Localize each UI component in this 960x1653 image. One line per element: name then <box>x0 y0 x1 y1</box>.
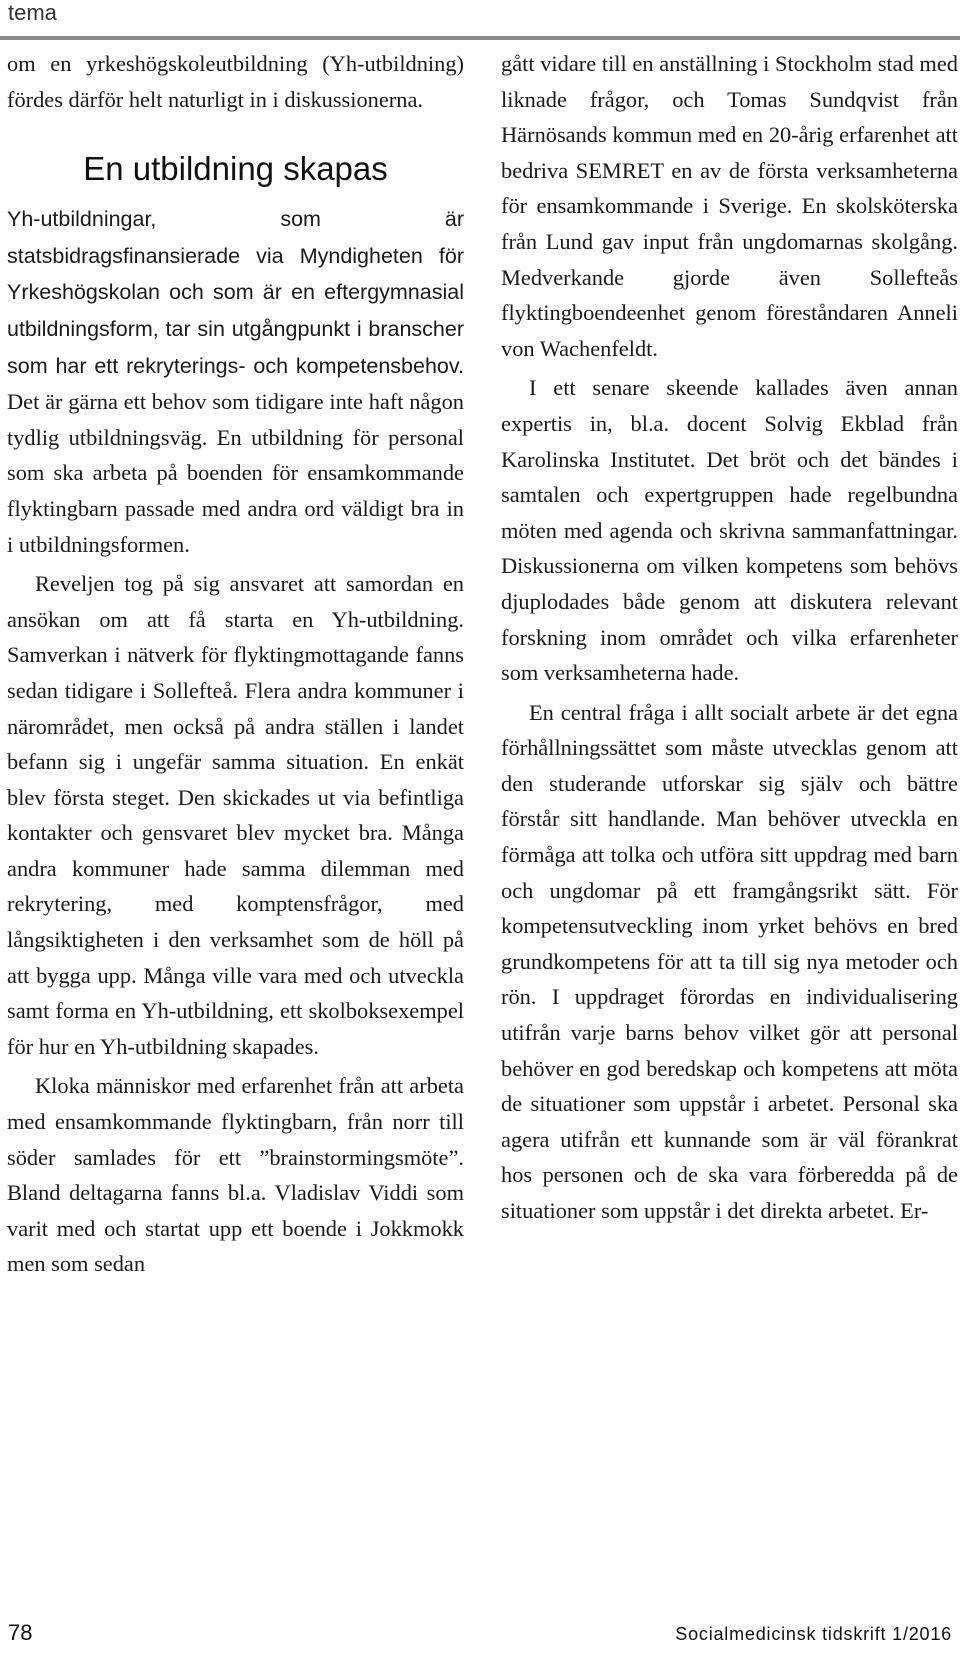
left-column <box>7 46 464 1282</box>
body-paragraph-6: En central fråga i allt socialt arbete är det egna förhållningssättet som måste utvecklas genom att den studerande utforskar sig själv och bättre förstår sitt handlande. Man behöver utveckla en förmåga att tolka och utföra sitt uppdrag med barn och ungdomar på ett framgångsrikt sätt. För kompetensutveckling inom yrket behövs en bred grundkompetens för att ta till sig nya metoder och rön. I uppdraget förordas en individualisering utifrån varje barns behov vilket gör att personal behöver en god beredskap och kompetens att möta de situationer som uppstår i arbetet. Personal ska agera utifrån ett kunnande som är väl förankrat hos personen och de ska vara förberedda på de situationer som uppstår i det direkta arbetet. Er- <box>501 699 958 1223</box>
intro-paragraph: om en yrkeshögskoleutbildning (Yh-utbildning) fördes därför helt naturligt in i diskussionerna. <box>7 51 464 112</box>
journal-name: Socialmedicinsk tidskrift 1/2016 <box>675 1624 952 1644</box>
header-rule <box>0 36 960 40</box>
body-paragraph-5: I ett senare skeende kallades även annan expertis in, bl.a. docent Solvig Ekblad från Karolinska Institutet. Det bröt och det bändes i samtalen och expertgruppen hade regelbundna möten med agenda och skrivna sammanfattningar. Diskussionerna om vilken kompetens som behövs djuplodades både genom att diskutera relevant forskning inom området och vilka erfarenheter som verksamheterna hade. <box>501 375 958 686</box>
paragraph-sans-part: Yh-utbildningar, som är statsbidragsfinansierade via Myndigheten för Yrkeshögskolan och som är en eftergymnasial utbildningsform, tar sin utgångpunkt i branscher som har ett rekryterings- och kompetensbehov. <box>7 207 464 378</box>
section-heading: En utbildning skapas <box>83 150 388 188</box>
page-number: 78 <box>8 1620 33 1645</box>
paragraph-serif-part: Det är gärna ett behov som tidigare inte haft någon tydlig utbildningsväg. En utbildning för personal som ska arbeta på boenden för ensamkommande flyktingbarn passade med andra ord väldigt bra in i utbildningsformen. <box>7 389 464 557</box>
right-column <box>501 46 958 1229</box>
body-paragraph-1 <box>7 201 464 562</box>
body-paragraph-4: gått vidare till en anställning i Stockholm stad med liknade frågor, och Tomas Sundqvist från Härnösands kommun med en 20-årig erfarenhet att bedriva SEMRET en av de första verksamheterna för ensamkommande i Sverige. En skolsköterska från Lund gav input från ungdomarnas skolgång. Medverkande gjorde även Sollefteås flyktingboendeenhet genom föreståndaren Anneli von Wachenfeldt. <box>501 51 958 361</box>
body-paragraph-2: Reveljen tog på sig ansvaret att samordan en ansökan om att få starta en Yh-utbildning. Samverkan i nätverk för flyktingmottagande fanns sedan tidigare i Sollefteå. Flera andra kommuner i närområdet, men också på andra ställen i landet befann sig i ungefär samma situation. En enkät blev första steget. Den skickades ut via befintliga kontakter och gensvaret blev mycket bra. Många andra kommuner hade samma dilemman med rekrytering, med komptensfrågor, med långsiktigheten i den verksamhet som de höll på att bygga upp. Många ville vara med och utveckla samt forma en Yh-utbildning, ett skolboksexempel för hur en Yh-utbildning skapades. <box>7 571 464 1059</box>
body-paragraph-3: Kloka människor med erfarenhet från att arbeta med ensamkommande flyktingbarn, från norr till söder samlades för ett ”brainstormingsmöte”. Bland deltagarna fanns bl.a. Vladislav Viddi som varit med och startat upp ett boende i Jokkmokk men som sedan <box>7 1073 464 1277</box>
section-tag: tema <box>8 0 57 25</box>
